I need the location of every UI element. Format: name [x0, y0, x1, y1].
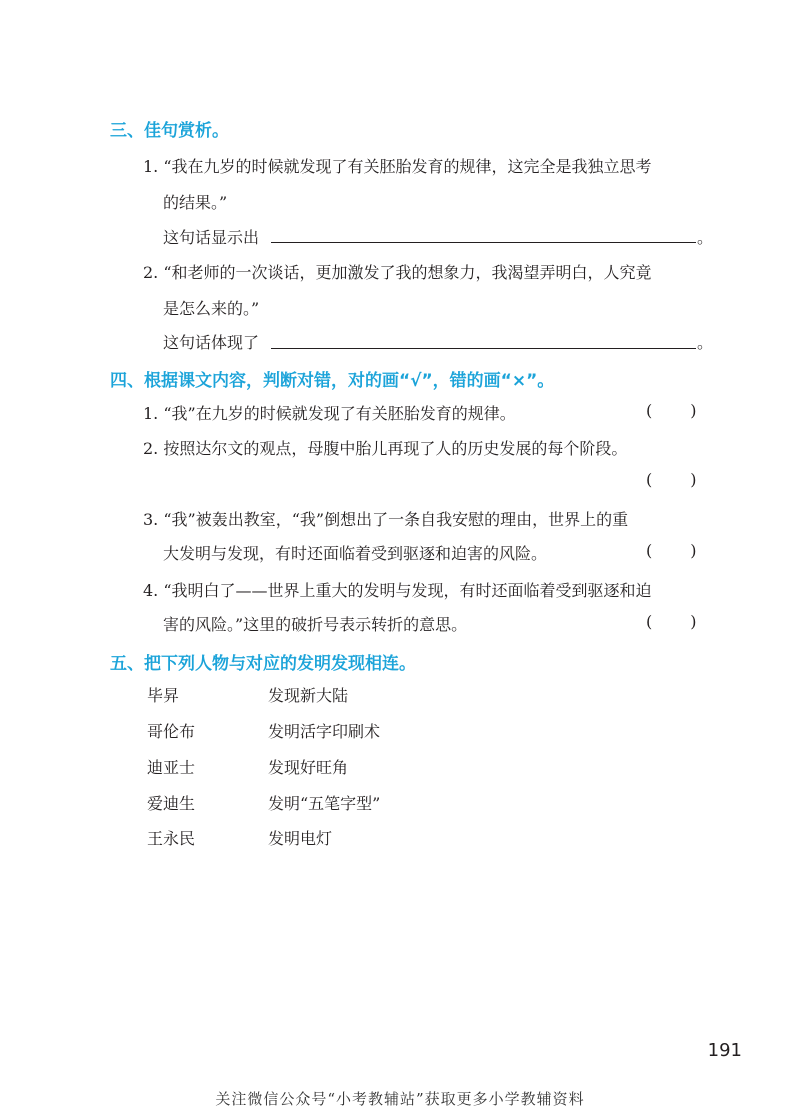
- answer-paren-1[interactable]: [646, 401, 697, 420]
- invention-item[interactable]: 发现新大陆: [268, 686, 349, 705]
- person-item[interactable]: 王永民: [147, 829, 196, 848]
- question-2-line-1: 2. “和老师的一次谈话，更加激发了我的想象力，我渴望弄明白，人究竟: [143, 263, 652, 282]
- question-2-line-2: 是怎么来的。”: [163, 299, 260, 318]
- question-1-end: 。: [697, 228, 714, 247]
- judge-item-4-line-2: 害的风险。”这里的破折号表示转折的意思。: [163, 615, 468, 634]
- answer-line-2[interactable]: [271, 348, 696, 349]
- question-1-line-2: 的结果。”: [163, 193, 228, 212]
- invention-item[interactable]: 发明电灯: [268, 829, 333, 848]
- invention-item[interactable]: 发明活字印刷术: [268, 722, 381, 741]
- person-item[interactable]: 毕昇: [147, 686, 180, 705]
- paren-open: (: [646, 401, 653, 420]
- section-5-heading: 五、把下列人物与对应的发明发现相连。: [110, 654, 416, 674]
- question-2-prompt: 这句话体现了: [163, 333, 260, 352]
- judge-item-3-line-1: 3. “我”被轰出教室，“我”倒想出了一条自我安慰的理由，世界上的重: [143, 510, 629, 529]
- paren-close: ): [690, 401, 697, 420]
- judge-item-2: 2. 按照达尔文的观点，母腹中胎儿再现了人的历史发展的每个阶段。: [143, 439, 628, 458]
- person-item[interactable]: 迪亚士: [147, 758, 196, 777]
- section-3-heading: 三、佳句赏析。: [110, 121, 229, 141]
- paren-open: (: [646, 612, 653, 631]
- page-number: 191: [707, 1040, 742, 1061]
- footer-note: 关注微信公众号“小考教辅站”获取更多小学教辅资料: [215, 1090, 585, 1108]
- judge-item-4-line-1: 4. “我明白了——世界上重大的发明与发现，有时还面临着受到驱逐和迫: [143, 581, 652, 600]
- question-2-end: 。: [697, 333, 714, 352]
- paren-open: (: [646, 541, 653, 560]
- paren-close: ): [690, 470, 697, 489]
- paren-close: ): [690, 541, 697, 560]
- invention-item[interactable]: 发明“五笔字型”: [268, 794, 381, 813]
- answer-paren-3[interactable]: [646, 541, 697, 560]
- question-1-prompt: 这句话显示出: [163, 228, 260, 247]
- answer-paren-4[interactable]: [646, 612, 697, 631]
- section-4-heading: 四、根据课文内容，判断对错，对的画“√”，错的画“×”。: [110, 371, 555, 391]
- paren-open: (: [646, 470, 653, 489]
- answer-paren-2[interactable]: [646, 470, 697, 489]
- judge-item-1: 1. “我”在九岁的时候就发现了有关胚胎发育的规律。: [143, 404, 516, 423]
- answer-line-1[interactable]: [271, 242, 696, 243]
- paren-close: ): [690, 612, 697, 631]
- person-item[interactable]: 爱迪生: [147, 794, 196, 813]
- invention-item[interactable]: 发现好旺角: [268, 758, 349, 777]
- person-item[interactable]: 哥伦布: [147, 722, 196, 741]
- judge-item-3-line-2: 大发明与发现，有时还面临着受到驱逐和迫害的风险。: [163, 544, 548, 563]
- question-1-line-1: 1. “我在九岁的时候就发现了有关胚胎发育的规律，这完全是我独立思考: [143, 157, 652, 176]
